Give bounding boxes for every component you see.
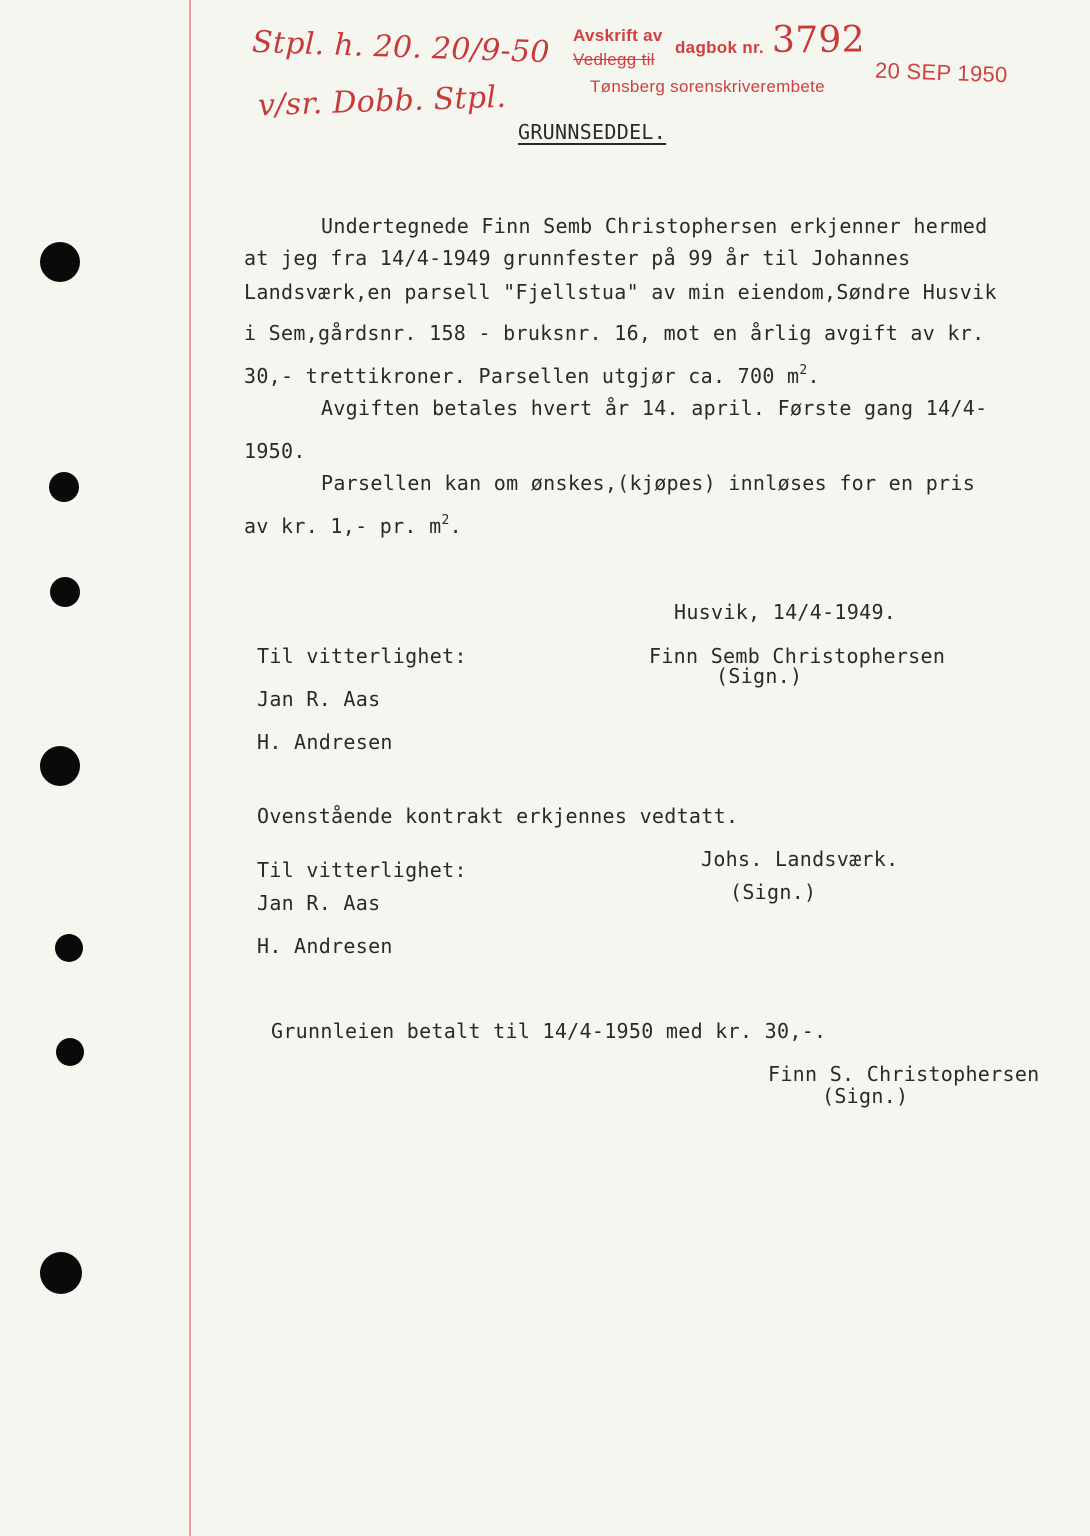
body-line: 1950. <box>244 439 306 463</box>
punch-hole <box>49 472 79 502</box>
signer-name: Finn S. Christophersen <box>768 1062 1040 1086</box>
handwritten-annotation-line2: v/sr. Dobb. Stpl. <box>257 79 507 124</box>
acceptance-text: Ovenstående kontrakt erkjennes vedtatt. <box>257 804 739 828</box>
witness-name: Jan R. Aas <box>257 891 381 915</box>
superscript: 2 <box>799 363 808 378</box>
handwritten-annotation-line1: Stpl. h. 20. 20/9-50 <box>251 24 551 71</box>
punch-hole <box>56 1038 84 1066</box>
signer-sign: (Sign.) <box>716 664 803 688</box>
punch-hole <box>55 934 83 962</box>
body-text: av kr. 1,- pr. m <box>244 514 442 538</box>
signer-name: Finn Semb Christophersen <box>649 644 946 668</box>
body-text: . <box>807 364 820 388</box>
place-date: Husvik, 14/4-1949. <box>674 600 897 624</box>
stamp-date: 20 SEP 1950 <box>874 57 1008 88</box>
witness-label: Til vitterlighet: <box>257 644 467 668</box>
witness-name: H. Andresen <box>257 934 393 958</box>
body-line: Parsellen kan om ønskes,(kjøpes) innløses for en pris <box>321 471 976 495</box>
body-line <box>244 364 820 388</box>
witness-label: Til vitterlighet: <box>257 858 467 882</box>
superscript: 2 <box>441 513 450 528</box>
body-text: 30,- trettikroner. Parsellen utgjør ca. 700 m <box>244 364 800 388</box>
body-line: Avgiften betales hvert år 14. april. Første gang 14/4- <box>321 396 988 420</box>
margin-line <box>189 0 191 1536</box>
signer-name: Johs. Landsværk. <box>701 847 899 871</box>
body-line: i Sem,gårdsnr. 158 - bruksnr. 16, mot en årlig avgift av kr. <box>244 321 985 345</box>
body-line: Undertegnede Finn Semb Christophersen erkjenner hermed <box>321 214 988 238</box>
signer-sign: (Sign.) <box>730 880 817 904</box>
punch-hole <box>40 242 80 282</box>
stamp-vedlegg: Vedlegg til <box>573 50 655 69</box>
stamp-avskrift: Avskrift av <box>573 26 663 45</box>
payment-text: Grunnleien betalt til 14/4-1950 med kr. 30,-. <box>271 1019 827 1043</box>
witness-name: H. Andresen <box>257 730 393 754</box>
stamp-dagbok: dagbok nr. <box>675 38 764 57</box>
punch-hole <box>40 746 80 786</box>
punch-hole <box>50 577 80 607</box>
body-line: Landsværk,en parsell "Fjellstua" av min eiendom,Søndre Husvik <box>244 280 997 304</box>
body-line: at jeg fra 14/4-1949 grunnfester på 99 år til Johannes <box>244 246 911 270</box>
stamp-office: Tønsberg sorenskriverembete <box>590 77 825 96</box>
document-title: GRUNNSEDDEL. <box>518 120 667 144</box>
body-text: . <box>449 514 462 538</box>
stamp-number: 3792 <box>772 20 865 61</box>
witness-name: Jan R. Aas <box>257 687 381 711</box>
signer-sign: (Sign.) <box>822 1084 909 1108</box>
punch-hole <box>40 1252 82 1294</box>
body-line <box>244 514 462 538</box>
